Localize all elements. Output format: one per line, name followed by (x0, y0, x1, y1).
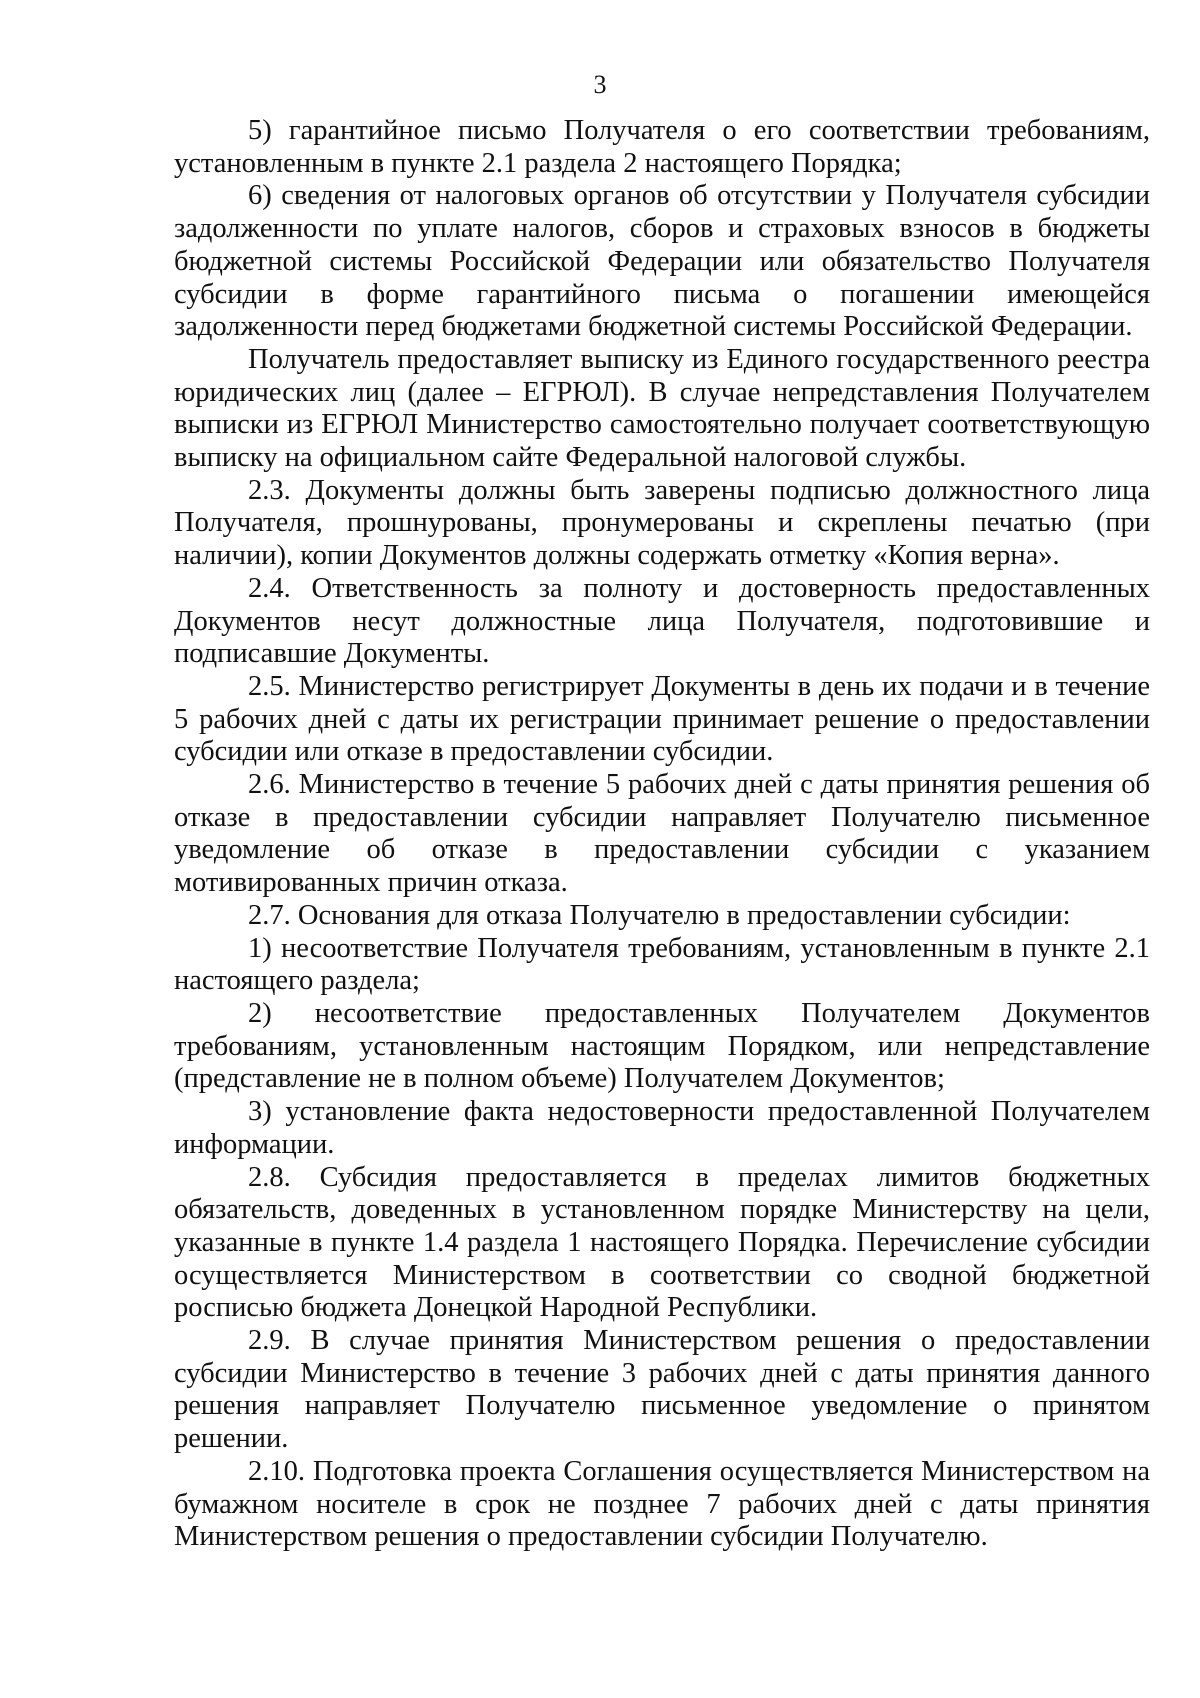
paragraph-2-4: 2.4. Ответственность за полноту и достоверность предоставленных Документов несут должностные лица Получателя, подготовившие и подписавшие Документы. (174, 572, 1150, 670)
paragraph-2-5: 2.5. Министерство регистрирует Документы в день их подачи и в течение 5 рабочих дней с даты их регистрации принимает решение о предоставлении субсидии или отказе в предоставлении субсидии. (174, 670, 1150, 768)
paragraph-2-9: 2.9. В случае принятия Министерством решения о предоставлении субсидии Министерство в течение 3 рабочих дней с даты принятия данного решения направляет Получателю письменное уведомление о принятом решении. (174, 1325, 1150, 1455)
paragraph-2-7: 2.7. Основания для отказа Получателю в предоставлении субсидии: (248, 899, 1071, 931)
document-body (174, 115, 1150, 1554)
paragraph-2-3: 2.3. Документы должны быть заверены подписью должностного лица Получателя, прошнурованы, пронумерованы и скреплены печатью (при наличии), копии Документов должны содержать отметку «Копия верна». (174, 474, 1150, 572)
paragraph-egrul-extract: Получатель предоставляет выписку из Единого государственного реестра юридических лиц (далее – ЕГРЮЛ). В случае непредставления Получателем выписки из ЕГРЮЛ Министерство самостоятельно получает соответствующую выписку на официальном сайте Федеральной налоговой службы. (174, 343, 1150, 474)
paragraph-2-7-item-3: 3) установление факта недостоверности предоставленной Получателем информации. (174, 1096, 1150, 1160)
paragraph-2-7-item-1: 1) несоответствие Получателя требованиям, установленным в пункте 2.1 настоящего раздела; (174, 932, 1150, 997)
page-number: 3 (593, 70, 607, 99)
paragraph-2-10: 2.10. Подготовка проекта Соглашения осуществляется Министерством на бумажном носителе в срок не позднее 7 рабочих дней с даты принятия Министерством решения о предоставлении субсидии Получателю. (174, 1455, 1150, 1553)
paragraph-2-7-item-2: 2) несоответствие предоставленных Получателем Документов требованиям, установленным настоящим Порядком, или непредставление (представление не в полном объеме) Получателем Документов; (174, 997, 1150, 1095)
paragraph-2-6: 2.6. Министерство в течение 5 рабочих дней с даты принятия решения об отказе в предоставлении субсидии направляет Получателю письменное уведомление об отказе в предоставлении субсидии с указанием мотивированных причин отказа. (174, 769, 1150, 899)
paragraph-item-6-tax-info: 6) сведения от налоговых органов об отсутствии у Получателя субсидии задолженности по уплате налогов, сборов и страховых взносов в бюджеты бюджетной системы Российской Федерации или обязательство Получателя субсидии в форме гарантийного письма о погашении имеющейся задолженности перед бюджетами бюджетной системы Российской Федерации. (174, 180, 1150, 343)
paragraph-2-8: 2.8. Субсидия предоставляется в пределах лимитов бюджетных обязательств, доведенных в установленном порядке Министерству на цели, указанные в пункте 1.4 раздела 1 настоящего Порядка. Перечисление субсидии осуществляется Министерством в соответствии со сводной бюджетной росписью бюджета Донецкой Народной Республики. (174, 1161, 1150, 1324)
paragraph-item-5-guarantee-letter: 5) гарантийное письмо Получателя о его соответствии требованиям, установленным в пункте 2.1 раздела 2 настоящего Порядка; (174, 115, 1150, 179)
